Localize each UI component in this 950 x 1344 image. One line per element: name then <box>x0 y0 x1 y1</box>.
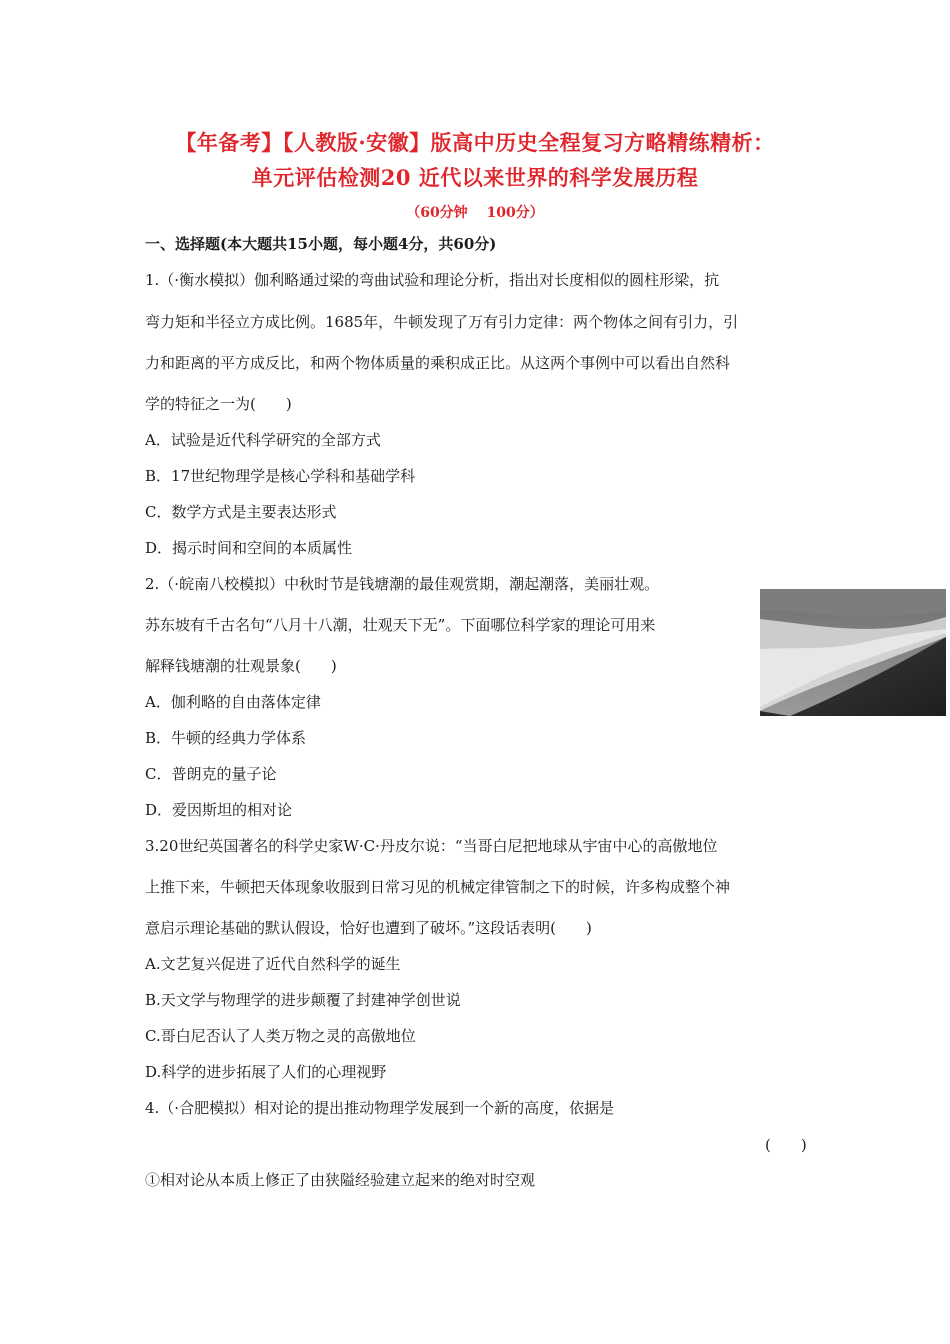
question-text-line: 2.（·皖南八校模拟）中秋时节是钱塘潮的最佳观赏期，潮起潮落，美丽壮观。 <box>145 575 660 593</box>
option-b: B．17世纪物理学是核心学科和基础学科 <box>145 467 416 485</box>
question-text-line: 4.（·合肥模拟）相对论的提出推动物理学发展到一个新的高度，依据是 <box>145 1099 615 1117</box>
question-text-line: 力和距离的平方成反比，和两个物体质量的乘积成正比。从这两个事例中可以看出自然科 <box>145 354 731 372</box>
option-c: C．普朗克的量子论 <box>145 765 277 783</box>
ocean-tide-photo <box>760 589 946 716</box>
option-c: C.哥白尼否认了人类万物之灵的高傲地位 <box>145 1027 416 1045</box>
option-d: D．揭示时间和空间的本质属性 <box>145 539 353 557</box>
answer-paren: ( ) <box>765 1136 807 1154</box>
option-d: D．爱因斯坦的相对论 <box>145 801 293 819</box>
question-text-line: 意启示理论基础的默认假设，恰好也遭到了破坏。”这段话表明( ) <box>145 919 592 937</box>
page-title-line1: 【年备考】【人教版·安徽】版高中历史全程复习方略精练精析： <box>175 130 775 155</box>
option-b: B.天文学与物理学的进步颠覆了封建神学创世说 <box>145 991 461 1009</box>
question-text-line: 解释钱塘潮的壮观景象( ) <box>145 657 337 675</box>
page-title-line2: 单元评估检测20 近代以来世界的科学发展历程 <box>251 165 699 190</box>
question-text-line: 1.（·衡水模拟）伽利略通过梁的弯曲试验和理论分析，指出对长度相似的圆柱形梁，抗 <box>145 271 720 289</box>
option-c: C．数学方式是主要表达形式 <box>145 503 337 521</box>
option-a: A.文艺复兴促进了近代自然科学的诞生 <box>145 955 401 973</box>
question-text-line: 3.20世纪英国著名的科学史家W·C·丹皮尔说：“当哥白尼把地球从宇宙中心的高傲地位 <box>145 837 718 855</box>
question-text-line: 学的特征之一为( ) <box>145 395 292 413</box>
question-text-line: 弯力矩和半径立方成比例。1685年，牛顿发现了万有引力定律：两个物体之间有引力，引 <box>145 313 739 331</box>
question-text-line: 苏东坡有千古名句“八月十八潮，壮观天下无”。下面哪位科学家的理论可用来 <box>145 616 656 634</box>
option-a: A．试验是近代科学研究的全部方式 <box>145 431 381 449</box>
ocean-tide-image <box>760 589 946 716</box>
page-subtitle: （60分钟 100分） <box>406 205 544 221</box>
question-text-line: 上推下来，牛顿把天体现象收服到日常习见的机械定律管制之下的时候，许多构成整个神 <box>145 878 731 896</box>
option-d: D.科学的进步拓展了人们的心理视野 <box>145 1063 387 1081</box>
option-a: A．伽利略的自由落体定律 <box>145 693 321 711</box>
statement-item: ①相对论从本质上修正了由狭隘经验建立起来的绝对时空观 <box>145 1171 536 1189</box>
option-b: B．牛顿的经典力学体系 <box>145 729 307 747</box>
section-heading: 一、选择题(本大题共15小题，每小题4分，共60分) <box>145 235 497 253</box>
